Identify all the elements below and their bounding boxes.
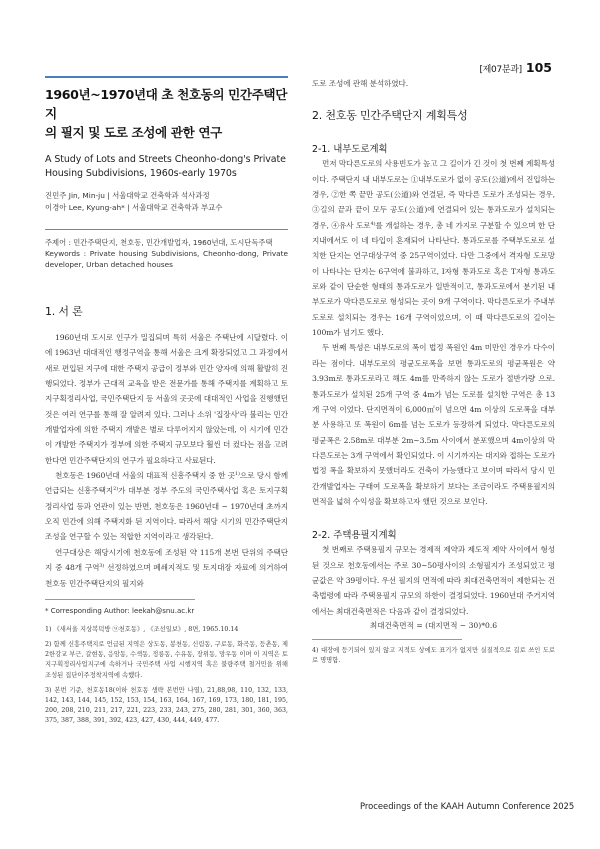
title-korean-line1: 1960년~1970년대 초 천호동의 민간주택단지	[45, 87, 287, 121]
paragraph: 첫 번째로 주택용필지 규모는 경제적 제약과 제도적 제약 사이에서 형성된 것으로 천호동에서는 주로 30~50평사이의 소형필지가 조성되었고 평균값은 약 39평이다. 우선 필지의 면적에 따라 최대건축면적이 제한되는 건축법령에 따라 주택용필지 규모의 하한이 결정되었다. 1960년대 주거지역에서는 최대건축면적은 다음과 같이 결정되었다.	[312, 545, 555, 616]
keywords	[45, 237, 288, 270]
page-number: 105	[525, 60, 552, 75]
author-1: 진민주 Jin, Min-ju | 서울대학교 건축학과 석사과정	[45, 191, 210, 200]
paragraph	[45, 468, 288, 545]
continued-text	[312, 76, 555, 91]
footnote-ref-3[interactable]: 3)	[99, 563, 105, 570]
section-1-title: 1. 서 론	[45, 305, 83, 318]
paragraph-text: 으로 당시 함께 언급되는 신흥주택지	[45, 471, 288, 496]
footnote-divider	[312, 639, 462, 640]
paragraph: 두 번째 특성은 내부도로의 폭이 법정 폭원인 4m 미만인 경우가 다수이라는 점이다. 내부도로의 평균도로폭을 보면 통과도로의 평균폭원은 약 3.93m로 통과도로라고 해도 4m를 만족하지 않는 도로가 절반가량 으로. 통과도로가 설치된 25개 구역 중 4m가 넘는 도로를 설치한 구역은 총 13개 구역 이었다. 단지면적이 6,000㎡이 넘으면 4m 이상의 도로폭을 대부분 사용하고 또 폭원이 6m를 넘는 도로가 등장하게 되었다. 막다른도로의 평균폭은 2.58m로 대부분 2m~3.5m 사이에서 분포했으며 4m이상의 막다른도로는 3개 구역에서 확인되었다. 이 시기까지는 대지와 접하는 도로가 법정 폭을 확보하지 못했더라도 건축이 가능했다고 보이며 따라서 당시 민간개발업자는 구태여 도로폭을 확보하기 보다는 조금이라도 주택용필지의 면적을 넓혀 수익성을 확보하고자 했던 것으로 보인다.	[312, 343, 555, 506]
title-korean-line2: 의 필지 및 도로 조성에 관한 연구	[45, 125, 222, 140]
page-footer: Proceedings of the KAAH Autumn Conference 2025	[360, 801, 575, 811]
keywords-rule	[45, 229, 288, 230]
footnotes-right	[312, 646, 555, 666]
keywords-korean: 주제어 : 민간주택단지, 천호동, 민간개발업자, 1960년대, 도시단독주택	[45, 238, 273, 247]
footnotes-left	[45, 625, 288, 727]
section-2-title: 2. 천호동 민간주택단지 계획특성	[312, 109, 468, 123]
page-header	[479, 60, 552, 75]
section-1-body	[45, 330, 288, 591]
right-column	[312, 76, 555, 666]
keywords-block	[45, 229, 288, 270]
title-english-line2: Housing Subdivisions, 1960s-early 1970s	[45, 167, 237, 179]
footnote-1: 1) 《새서울 지상복덕방 ⑨천호동》, 《조선일보》, 8면, 1965.10.14	[45, 625, 239, 633]
footnote-divider	[45, 599, 195, 600]
title-english-line1: A Study of Lots and Streets Cheonho-dong's Private	[45, 154, 286, 165]
paragraph	[45, 545, 288, 591]
paragraph-text: 가 대부분 정부 주도의 국민주택사업 혹은 토지구획정리사업 등과 연관이 있는 반면, 천호동은 1960년대 ~ 1970년대 초까지 오직 민간에 의해 주택지화 된 지역이다. 따라서 해당 시기의 민간주택단지 조성을 연구할 수 있는 적합한 지역이라고 생각된다.	[45, 486, 289, 542]
footnote-ref-4[interactable]: 4)	[370, 220, 376, 227]
paper-title-korean	[45, 85, 288, 142]
footnote-4: 4) 대장에 등기되어 있지 않고 지적도 상에도 표기가 없지만 실질적으로 길로 쓰인 도로로 명명함.	[312, 646, 555, 665]
footnote-ref-1[interactable]: 1)	[234, 471, 240, 478]
paragraph-text: 연구대상은 해당시기에 천호동에 조성된 약 115개 본번 단위의 주택단지 중 48개 구역	[45, 547, 288, 573]
footnote-ref-2[interactable]: 2)	[113, 486, 119, 493]
author-list	[45, 190, 288, 213]
paragraph-text: 를 개설하는 경우, 총 네 가지로 구분할 수 있으며 한 단지내에서도 이 네 타입이 혼재되어 나타난다. 통과도로를 주택부도로로 설치한 단지는 연구대상구역 중 25구역이었다. 다만 그중에서 격자형 도로망이 나타나는 단지는 6구역에 불과하고, I자형 통과도로 혹은 T자형 통과도로와 같이 단순한 형태의 통과도로가 일반적이고, 통과도로에서 분기된 내부도로가 막다른도로로 형성되는 곳이 9개 구역이다. 막다른도로가 주내부도로로 설치되는 경우는 16개 구역이었으며, 이 때 막다른도로의 길이는 100m가 넘기도 했다.	[312, 220, 555, 338]
paragraph: 1960년대 도시로 인구가 밀집되며 특히 서울은 주택난에 시달렸다. 이에 1963년 대대적인 행정구역을 통해 서울은 크게 확장되었고 그 과정에서 새로 편입된 지구에 대한 주택지 공급이 정부와 민간 양자에 의해 활발히 진행되었다. 정부가 근대적 교육을 받은 전문가를 통해 주택지를 계획하고 토지구획정리사업, 국민주택단지 등 서울의 곳곳에 대대적인 사업을 진행했던 것은 여러 연구를 통해 잘 알려져 있다. 그러나 소위 '집장사'라 불리는 민간개발업자에 의한 주택지 개발은 별로 다루어지지 않았는데, 이 시기에 민간이 개발한 주택지가 정부에 의한 주택지 규모보다 훨씬 더 컸다는 점을 고려한다면 민간주택단지의 연구가 필요하다고 사료된다.	[45, 333, 288, 465]
subsection-2-2-title: 2-2. 주택용필지계획	[312, 530, 397, 542]
title-top-rule	[45, 76, 288, 78]
footnote-2: 2) 함께 신흥주택지로 언급된 지역은 상도동, 봉천동, 신림동, 구로동, 화곡동, 등촌동, 제2한강교 부근, 갈현동, 응암동, 수색동, 정릉동, 수유동, 장위동, 망우동 이며 이 지역은 토지구획정리사업지구에 속하거나 국민주택 사업 시행지역 혹은 불량주택 철거민을 위해 조성된 집단이주정착지역에 속했다.	[45, 641, 288, 679]
footnote-3: 3) 본번 기준, 천호동18(이하 천호동 생략 본번만 나열), 21,88,98, 110, 132, 133, 142, 143, 144, 145, 152, 153, 154, 163, 164, 167, 169, 173, 180, 181, 195, 200, 208, 210, 211, 217, 221, 223, 233, 243, 275, 280, 281, 301, 360, 363, 375, 387, 388, 391, 392, 423, 427, 430, 444, 449, 477.	[45, 686, 288, 725]
formula: 최대건축면적 = (대지면적 − 30)*0.6	[369, 620, 498, 630]
section-label: [제07분과]	[479, 65, 522, 75]
author-2: 이경아 Lee, Kyung-ah* | 서울대학교 건축학과 부교수	[45, 202, 223, 212]
paragraph-text: 먼저 막다른도로의 사용빈도가 높고 그 길이가 긴 것이 첫 번째 계획특성이다. 주택단지 내 내부도로는 ①내부도로가 없이 공도(公道)에서 진입하는 경우, ②한 쪽 끝만 공도(公道)와 연결된, 즉 막다른 도로가 조성되는 경우, ③길의 끝과 끝이 모두 공도(公道)에 연결되어 있는 통과도로가 설치되는 경우, ④유사 도로	[312, 159, 555, 230]
subsection-2-2-body	[312, 542, 555, 619]
left-column	[45, 76, 288, 727]
paragraph-text: 천호동은 1960년대 서울의 대표적 신흥주택지 중 한 곳	[55, 471, 235, 481]
paper-title-english	[45, 153, 288, 180]
corresponding-author: * Corresponding Author: leekah@snu.ac.kr	[45, 606, 195, 615]
keywords-english: Keywords : Private housing Subdivisions, Cheonho-dong, Private developer, Urban detached houses	[45, 249, 288, 269]
paragraph-text: 선정하였으며 폐쇄지적도 및 토지대장 자료에 의거하여 천호동 민간주택단지의 필지와	[45, 563, 288, 588]
subsection-2-1-title: 2-1. 내부도로계획	[312, 144, 388, 156]
paragraph: 도로 조성에 관해 분석하였다.	[312, 79, 409, 88]
paragraph	[312, 156, 555, 340]
subsection-2-1-body	[312, 156, 555, 509]
